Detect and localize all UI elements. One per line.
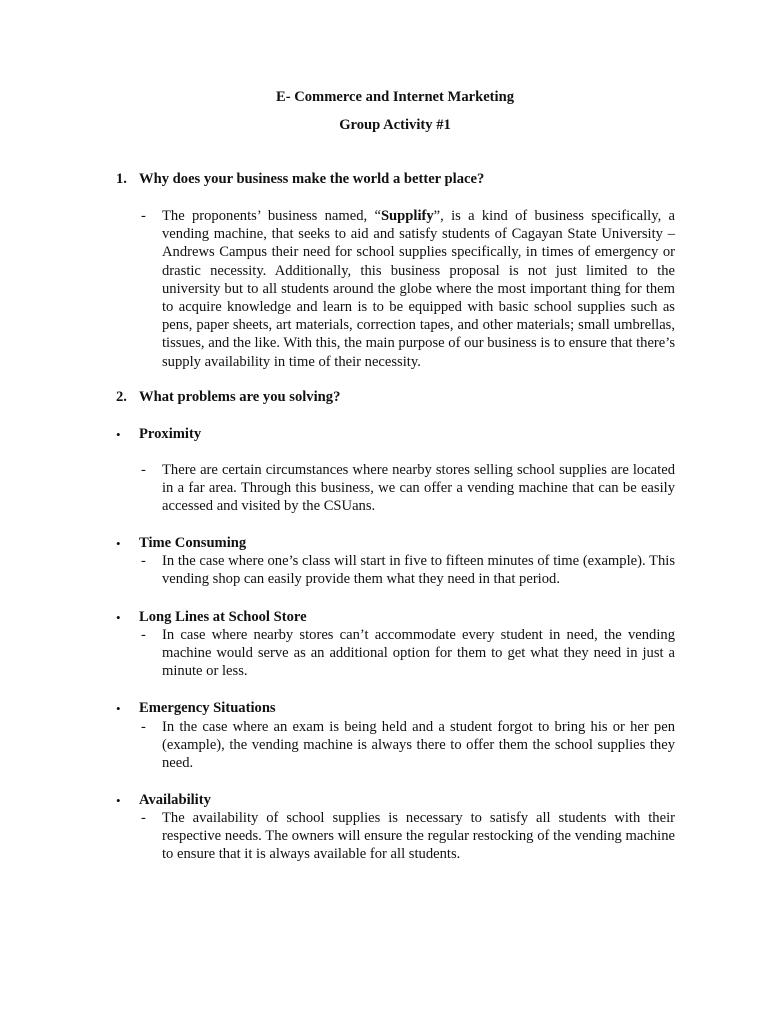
- problem-heading-long-lines: Long Lines at School Store: [139, 609, 307, 625]
- problem-heading-emergency: Emergency Situations: [139, 700, 276, 716]
- bullet-icon: •: [116, 536, 121, 551]
- problem-text-availability: The availability of school supplies is necessary to satisfy all students with their respective needs. The owners will ensure the regular restocking of the vending machine to ensure that it is always available for all students.: [162, 810, 675, 863]
- answer-1-dash: -: [141, 208, 146, 224]
- question-2-number: 2.: [116, 389, 127, 405]
- business-name: Supplify: [380, 208, 434, 224]
- document-subtitle: Group Activity #1: [339, 117, 451, 133]
- answer-1-text-start: The proponents’ business named, “: [162, 208, 381, 224]
- bullet-icon: •: [116, 701, 121, 716]
- bullet-icon: •: [116, 427, 121, 442]
- question-1-text: Why does your business make the world a better place?: [139, 171, 485, 187]
- problem-dash-proximity: -: [141, 462, 146, 478]
- problem-dash-long-lines: -: [141, 627, 146, 643]
- problem-text-emergency: In the case where an exam is being held and a student forgot to bring his or her pen (example), the vending machine is always there to offer them the school supplies they need.: [162, 719, 675, 772]
- problem-heading-time-consuming: Time Consuming: [139, 535, 247, 551]
- problem-dash-availability: -: [141, 810, 146, 826]
- problem-text-proximity: There are certain circumstances where nearby stores selling school supplies are located in a far area. Through this business, we can offer a vending machine that can be easily accessed and visited by the CSUans.: [162, 462, 675, 515]
- problem-heading-availability: Availability: [139, 792, 211, 808]
- question-2-text: What problems are you solving?: [139, 389, 341, 405]
- answer-1-paragraph: [162, 207, 675, 371]
- problem-text-time-consuming: In the case where one’s class will start in five to fifteen minutes of time (example). This vending shop can easily provide them what they need in that period.: [162, 553, 675, 588]
- problem-text-long-lines: In case where nearby stores can’t accommodate every student in need, the vending machine would serve as an additional option for them to get what they need in just a minute or less.: [162, 627, 675, 680]
- problem-dash-emergency: -: [141, 719, 146, 735]
- document-title: E- Commerce and Internet Marketing: [275, 89, 515, 105]
- answer-1-text-end: ”, is a kind of business specifically, a vending machine, that seeks to aid and satisfy students of Cagayan State University – Andrews Campus their need for school supplies specifically, in times of emergency or drastic necessity. Additionally, this business proposal is not just limited to the university but to all students around the globe where the most important thing for them to acquire knowledge and learn is to be equipped with basic school supplies such as pens, paper sheets, art materials, correction tapes, and other materials; small umbrellas, tissues, and the like. With this, the main purpose of our business is to ensure that there’s supply availability in time of their necessity.: [162, 208, 675, 370]
- problem-heading-proximity: Proximity: [139, 426, 202, 442]
- bullet-icon: •: [116, 610, 121, 625]
- problem-dash-time-consuming: -: [141, 553, 146, 569]
- question-1-number: 1.: [116, 171, 127, 187]
- bullet-icon: •: [116, 793, 121, 808]
